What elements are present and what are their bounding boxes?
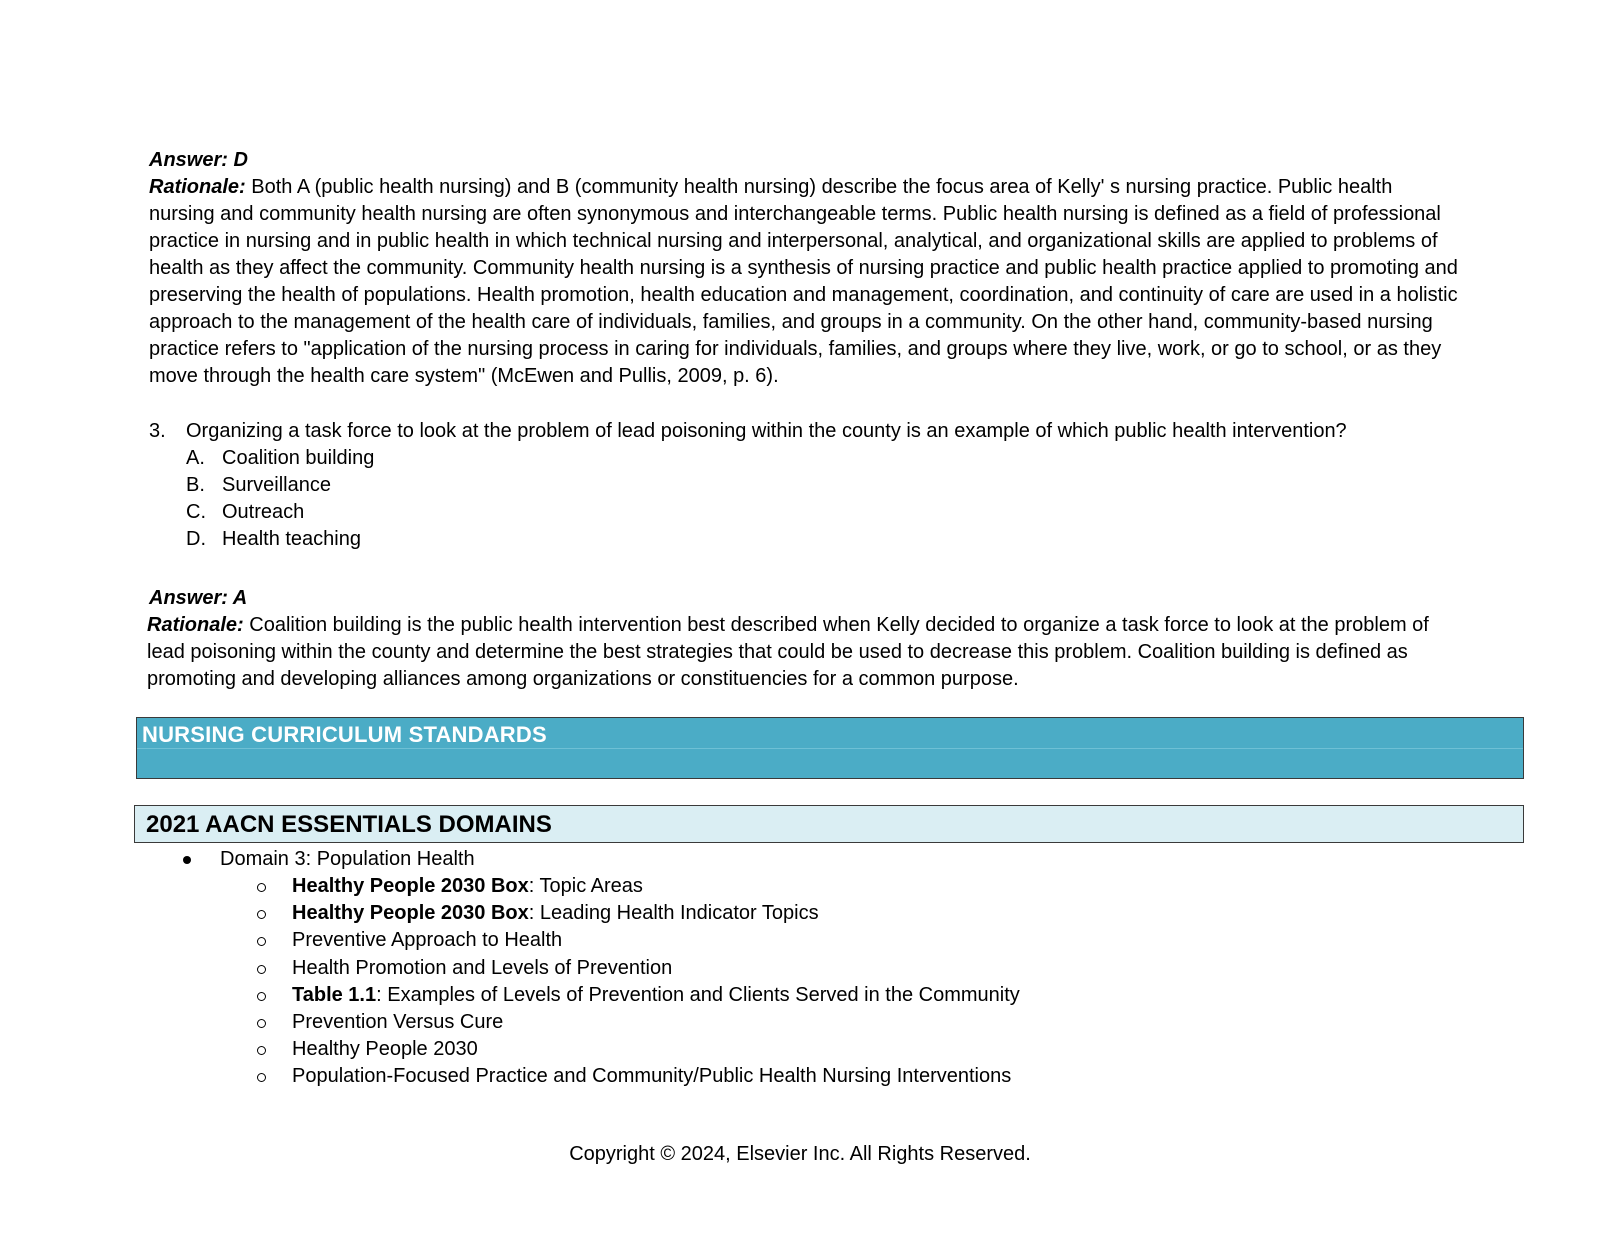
answer-line-2: [149, 585, 247, 612]
option-letter: C.: [186, 501, 206, 523]
item-bold: Healthy People 2030 Box: [292, 875, 529, 897]
list-item: [257, 927, 1020, 954]
aacn-essentials-banner: [134, 805, 1524, 843]
rationale-paragraph-2: [147, 612, 1457, 693]
answer-value: D: [233, 149, 248, 171]
item-bold: Healthy People 2030 Box: [292, 902, 529, 925]
item-text: Health Promotion and Levels of Prevention: [292, 956, 673, 979]
circle-bullet-icon: [257, 955, 292, 982]
list-item: [257, 1036, 1020, 1063]
question-text: Organizing a task force to look at the problem of lead poisoning within the county is an example of which public health intervention?: [186, 420, 1347, 442]
circle-bullet-icon: [257, 982, 292, 1009]
copyright-footer: Copyright © 2024, Elsevier Inc. All Rights Reserved.: [569, 1143, 1031, 1165]
circle-bullet-icon: [257, 1009, 292, 1036]
answer-label: Answer:: [149, 587, 228, 609]
list-item: [257, 955, 1020, 982]
circle-bullet-icon: [257, 873, 292, 900]
option-text: Outreach: [222, 501, 305, 523]
item-bold: Table 1.1: [292, 983, 377, 1006]
rationale-text: Coalition building is the public health intervention best described when Kelly decided to organize a task force to look at the problem of lead poisoning within the county and determine the best strategies that could be used to decrease this problem. Coalition building is defined as promoting and developing alliances among organizations or constituencies for a common purpose.: [147, 614, 1429, 690]
option-text: Surveillance: [222, 474, 331, 496]
circle-bullet-icon: [257, 1036, 292, 1063]
circle-bullet-icon: [257, 900, 292, 927]
banner-divider: [137, 748, 1523, 749]
question-number: 3.: [149, 420, 166, 442]
item-text: : Leading Health Indicator Topics: [528, 902, 819, 925]
circle-bullet-icon: [257, 1063, 292, 1090]
option-a: [149, 445, 1499, 472]
domain-sub-list: [257, 873, 1020, 1091]
option-text: Coalition building: [222, 447, 375, 469]
option-list: [149, 445, 1499, 553]
question-3: [149, 418, 1499, 553]
item-text: : Examples of Levels of Prevention and Clients Served in the Community: [376, 983, 1020, 1006]
option-letter: B.: [186, 474, 205, 496]
option-b: [149, 472, 1499, 499]
rationale-label: Rationale:: [149, 176, 246, 198]
domain-item: [180, 846, 475, 873]
answer-value: A: [232, 587, 248, 609]
domain-list: [180, 846, 475, 873]
item-text: Prevention Versus Cure: [292, 1011, 504, 1034]
curriculum-standards-banner: [136, 717, 1524, 779]
list-item: [257, 1063, 1020, 1090]
list-item: [257, 873, 1020, 900]
item-text: Population-Focused Practice and Community/Public Health Nursing Interventions: [292, 1065, 1012, 1088]
list-item: [257, 1009, 1020, 1036]
item-text: Healthy People 2030: [292, 1038, 478, 1061]
option-c: [149, 499, 1499, 526]
rationale-paragraph-1: [149, 174, 1459, 390]
list-item: [257, 982, 1020, 1009]
answer-line-1: [149, 147, 248, 174]
aacn-essentials-title: 2021 AACN ESSENTIALS DOMAINS: [146, 811, 552, 838]
bullet-icon: [180, 846, 220, 864]
option-letter: D.: [186, 528, 206, 550]
rationale-label: Rationale:: [147, 614, 244, 636]
option-text: Health teaching: [222, 528, 361, 550]
answer-label: Answer:: [149, 149, 228, 171]
option-d: [149, 526, 1499, 553]
list-item: [257, 900, 1020, 927]
item-text: Preventive Approach to Health: [292, 929, 563, 952]
domain-label: Domain 3: Population Health: [220, 848, 475, 870]
circle-bullet-icon: [257, 927, 292, 954]
rationale-text: Both A (public health nursing) and B (community health nursing) describe the focus area of Kelly' s nursing practice. Public health nursing and community health nursing are often synonymous and interchangeable terms. Public health nursing is defined as a field of professional practice in nursing and in public health in which technical nursing and interpersonal, analytical, and organizational skills are applied to problems of health as they affect the community. Community health nursing is a synthesis of nursing practice and public health practice applied to promoting and preserving the health of populations. Health promotion, health education and management, coordination, and continuity of care are used in a holistic approach to the management of the health care of individuals, families, and groups in a community. On the other hand, community-based nursing practice refers to "application of the nursing process in caring for individuals, families, and groups where they live, work, or go to school, or as they move through the health care system" (McEwen and Pullis, 2009, p. 6).: [149, 176, 1458, 387]
curriculum-standards-title: NURSING CURRICULUM STANDARDS: [142, 722, 547, 747]
item-text: : Topic Areas: [528, 875, 643, 897]
option-letter: A.: [186, 447, 205, 469]
